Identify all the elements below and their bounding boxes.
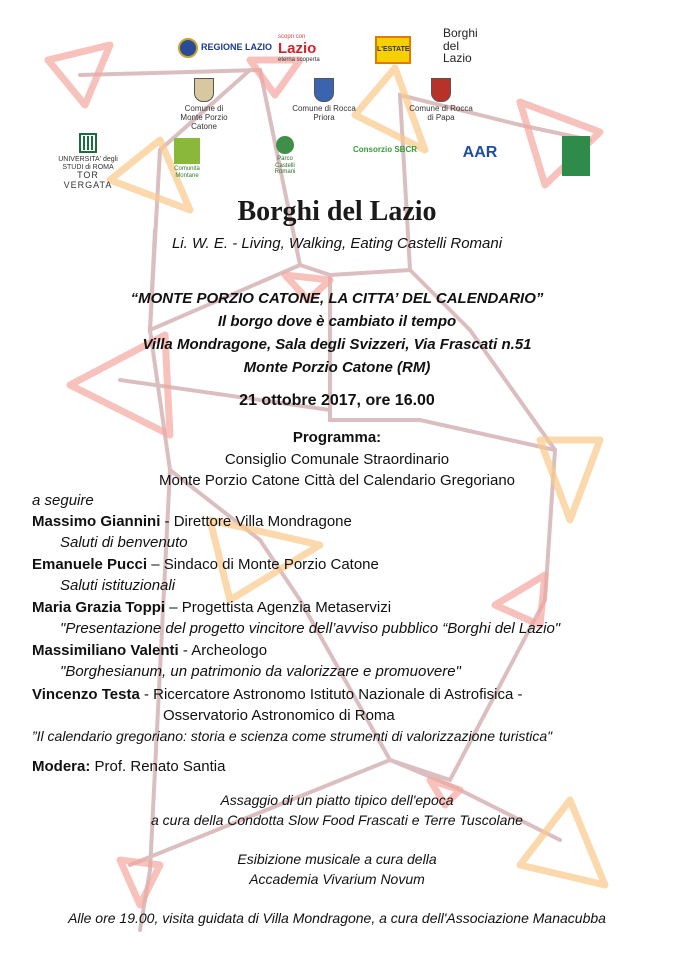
tor-vergata-emblem-icon [78, 132, 98, 154]
lazio-eterna-scoperta-logo [278, 34, 320, 64]
priora-logo-text: Comune di Rocca Priora [292, 104, 356, 122]
programme-title: Programma: [292, 429, 382, 446]
parco-logo-text: Parco [277, 156, 293, 162]
borghi-logo-line: del [443, 38, 460, 53]
comune-rocca-priora-logo [288, 78, 360, 123]
tor-vergata-logo [56, 132, 120, 191]
tor-vergata-small-text: UNIVERSITA' degli STUDI di ROMA [58, 156, 118, 171]
programme-intro [0, 449, 674, 491]
papa-crest-icon [431, 78, 451, 102]
green-emblem-logo [562, 136, 590, 176]
regione-lazio-logo [178, 38, 272, 58]
event-tagline: Il borgo dove è cambiato il tempo [217, 313, 457, 330]
music-line: Esibizione musicale a cura della [237, 851, 437, 867]
lazio-logo-subtitle: eterna scoperta [278, 57, 320, 64]
borghi-logo-line: Lazio [443, 51, 472, 66]
porzio-logo-text: Comune di [184, 104, 224, 113]
speaker-role: – Progettista Agenzia Metaservizi [165, 599, 392, 616]
comune-monte-porzio-logo [175, 78, 233, 131]
guided-visit-note: Alle ore 19.00, visita guidata di Villa Mondragone, a cura dell'Associazione Manacubba [68, 910, 606, 926]
priora-crest-icon [314, 78, 334, 102]
lazio-logo-small-text: scopri con [278, 34, 306, 40]
programme-line: Consiglio Comunale Straordinario [224, 451, 450, 468]
tasting-line: a cura della Condotta Slow Food Frascati e Terre Tuscolane [151, 812, 523, 828]
event-date: 21 ottobre 2017, ore 16.00 [239, 392, 435, 409]
speaker-name: Maria Grazia Toppi [32, 599, 166, 616]
estate-logo: L'ESTATE [375, 36, 411, 64]
speaker-name: Emanuele Pucci [32, 556, 148, 573]
papa-logo-text: Comune di Rocca di Papa [409, 104, 473, 122]
moderator-name: Prof. Renato Santia [90, 758, 226, 775]
parco-castelli-romani-logo [268, 136, 302, 176]
moderator-row [32, 758, 225, 775]
speaker-name: Vincenzo Testa [32, 686, 140, 703]
event-town: Monte Porzio Catone (RM) [243, 359, 431, 376]
tor-vergata-title: TOR VERGATA [63, 170, 113, 191]
speaker-row [32, 599, 391, 616]
speaker-role: - Ricercatore Astronomo Istituto Nazionale di Astrofisica - [139, 686, 523, 703]
parco-logo-text: Romani [274, 169, 296, 176]
a-seguire-label: a seguire [32, 492, 94, 509]
speaker-row [32, 642, 267, 659]
music-note [0, 849, 674, 889]
comune-rocca-di-papa-logo [405, 78, 477, 123]
speaker-role: - Direttore Villa Mondragone [160, 513, 352, 530]
aar-logo: AAR [462, 144, 498, 161]
page-subtitle: Li. W. E. - Living, Walking, Eating Castelli Romani [171, 235, 503, 252]
speaker-row [32, 556, 379, 573]
comunita-emblem-icon [174, 138, 200, 164]
event-name: “MONTE PORZIO CATONE, LA CITTA’ DEL CALENDARIO” [130, 290, 544, 307]
borghi-del-lazio-logo [443, 27, 478, 65]
speaker-name: Massimo Giannini [32, 513, 161, 530]
tasting-line: Assaggio di un piatto tipico dell'epoca [220, 792, 454, 808]
speaker-note: ”Il calendario gregoriano: storia e scienza come strumenti di valorizzazione turistica" [32, 728, 553, 744]
parco-logo-text: Castelli [275, 162, 295, 169]
porzio-crest-icon [194, 78, 214, 102]
speaker-name: Massimiliano Valenti [32, 642, 179, 659]
regione-logo-text: REGIONE LAZIO [201, 42, 273, 53]
speaker-note: "Presentazione del progetto vincitore dell’avviso pubblico “Borghi del Lazio" [60, 620, 561, 637]
moderator-label: Modera: [32, 758, 91, 775]
page-title: Borghi del Lazio [237, 196, 437, 227]
tasting-note [0, 790, 674, 830]
speaker-row [32, 513, 352, 530]
speaker-role-continued: Osservatorio Astronomico di Roma [163, 707, 395, 724]
speaker-note: "Borghesianum, un patrimonio da valorizzare e promuovere" [60, 663, 461, 680]
parco-emblem-icon [276, 136, 294, 154]
music-line: Accademia Vivarium Novum [249, 871, 425, 887]
speaker-role: – Sindaco di Monte Porzio Catone [147, 556, 379, 573]
consorzio-sbcr-logo: Consorzio SBCR [353, 145, 417, 154]
event-venue: Villa Mondragone, Sala degli Svizzeri, Via Frascati n.51 [142, 336, 532, 353]
comunita-logo-text: Montane [175, 172, 199, 179]
speaker-note: Saluti istituzionali [60, 577, 176, 594]
speaker-note: Saluti di benvenuto [60, 534, 188, 551]
programme-line: Monte Porzio Catone Città del Calendario Gregoriano [158, 472, 516, 489]
porzio-logo-text: Monte Porzio Catone [180, 112, 228, 131]
comunita-montane-logo [170, 138, 204, 179]
regione-shield-icon [178, 38, 198, 58]
lazio-logo-title: Lazio [278, 39, 317, 57]
borghi-logo-line: Borghi [443, 26, 478, 40]
comunita-logo-text: Comunità [174, 166, 200, 172]
speaker-role: - Archeologo [178, 642, 268, 659]
speaker-row [32, 686, 522, 703]
event-details [0, 287, 674, 379]
